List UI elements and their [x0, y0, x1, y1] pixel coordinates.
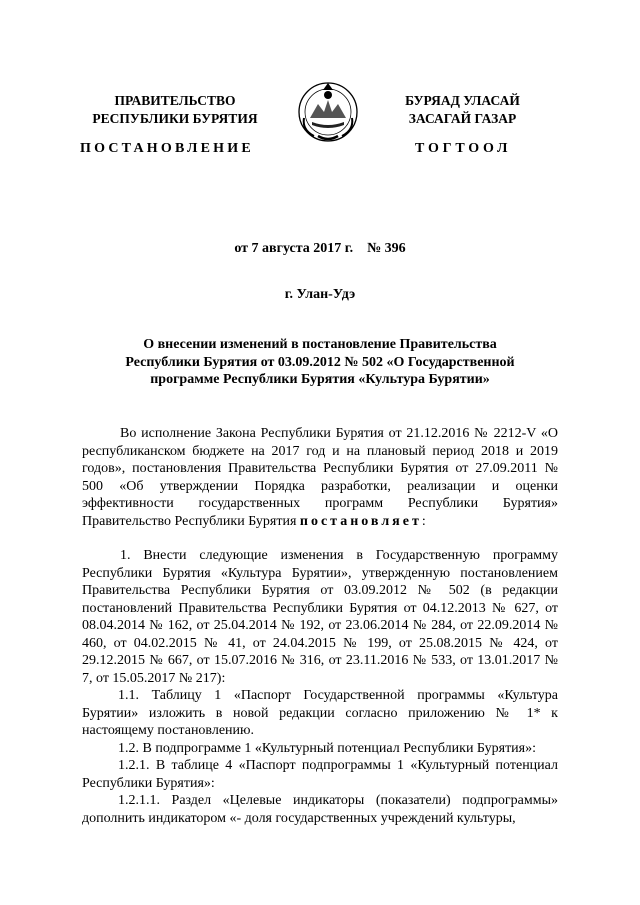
preamble-paragraph [82, 425, 558, 530]
item-1: 1. Внести следующие изменения в Государственную программу Республики Бурятия «Культура Бурятии», утвержденную постановлением Правительства Республики Бурятия от 03.09.2012 № 502 (в редакции постановлений Правительства Республики Бурятия от 04.12.2013 № 627, от 08.04.2014 № 162, от 25.04.2014 № 192, от 23.06.2014 № 284, от 22.09.2014 № 460, от 04.02.2015 № 41, от 24.04.2015 № 199, от 25.08.2015 № 424, от 29.12.2015 № 667, от 15.07.2016 № 316, от 23.11.2016 № 533, от 13.01.2017 № 7, от 15.05.2017 № 217): [82, 548, 558, 686]
title-line-1: О внесении изменений в постановление Правительства [143, 337, 497, 352]
preamble-text: Во исполнение Закона Республики Бурятия от 21.12.2016 № 2212-V «О республиканском бюджете на 2017 год и на плановый период 2018 и 2019 годов», постановления Правительства Республики Бурятия от 27.09.2011 № 500 «Об утверждении Порядка разработки, реализации и оценки эффективности государственных программ Республики Бурятия» Правительство Республики Бурятия [82, 426, 558, 529]
main-item [82, 547, 558, 827]
date-number: от 7 августа 2017 г. № 396 [234, 241, 406, 256]
issuer-block-buryat [385, 92, 540, 128]
item-1-2: 1.2. В подпрограмме 1 «Культурный потенциал Республики Бурятия»: [118, 740, 537, 756]
issuer-buryat-line-2: ЗАСАГАЙ ГАЗАР [408, 111, 517, 126]
title-line-2: Республики Бурятия от 03.09.2012 № 502 «О Государственной [125, 354, 515, 370]
title-line-3: программе Республики Бурятия «Культура Бурятии» [150, 372, 490, 387]
item-1-2-1: 1.2.1. В таблице 4 «Паспорт подпрограммы 1 «Культурный потенциал Республики Бурятия»: [82, 758, 558, 791]
issuer-line-1: ПРАВИТЕЛЬСТВО [114, 93, 236, 108]
doc-type-russian: ПОСТАНОВЛЕНИЕ [80, 141, 254, 156]
document-title [100, 336, 540, 389]
item-1-2-1-1: 1.2.1.1. Раздел «Целевые индикаторы (показатели) подпрограммы» дополнить индикатором «- доля государственных учреждений культуры, [82, 793, 558, 826]
item-1-1: 1.1. Таблицу 1 «Паспорт Государственной программы «Культура Бурятии» изложить в новой редакции согласно приложению № 1* к настоящему постановлению. [82, 688, 558, 738]
resolves-colon: : [421, 513, 426, 529]
issuer-block-russian [80, 92, 270, 128]
issuer-buryat-line-1: БУРЯАД УЛАСАЙ [405, 93, 520, 108]
coat-of-arms-icon [296, 78, 360, 146]
resolves-word: постановляет [299, 513, 422, 529]
doc-type-buryat: ТОГТООЛ [415, 141, 512, 156]
city: г. Улан-Удэ [284, 287, 356, 302]
issuer-line-2: РЕСПУБЛИКИ БУРЯТИЯ [92, 111, 258, 126]
